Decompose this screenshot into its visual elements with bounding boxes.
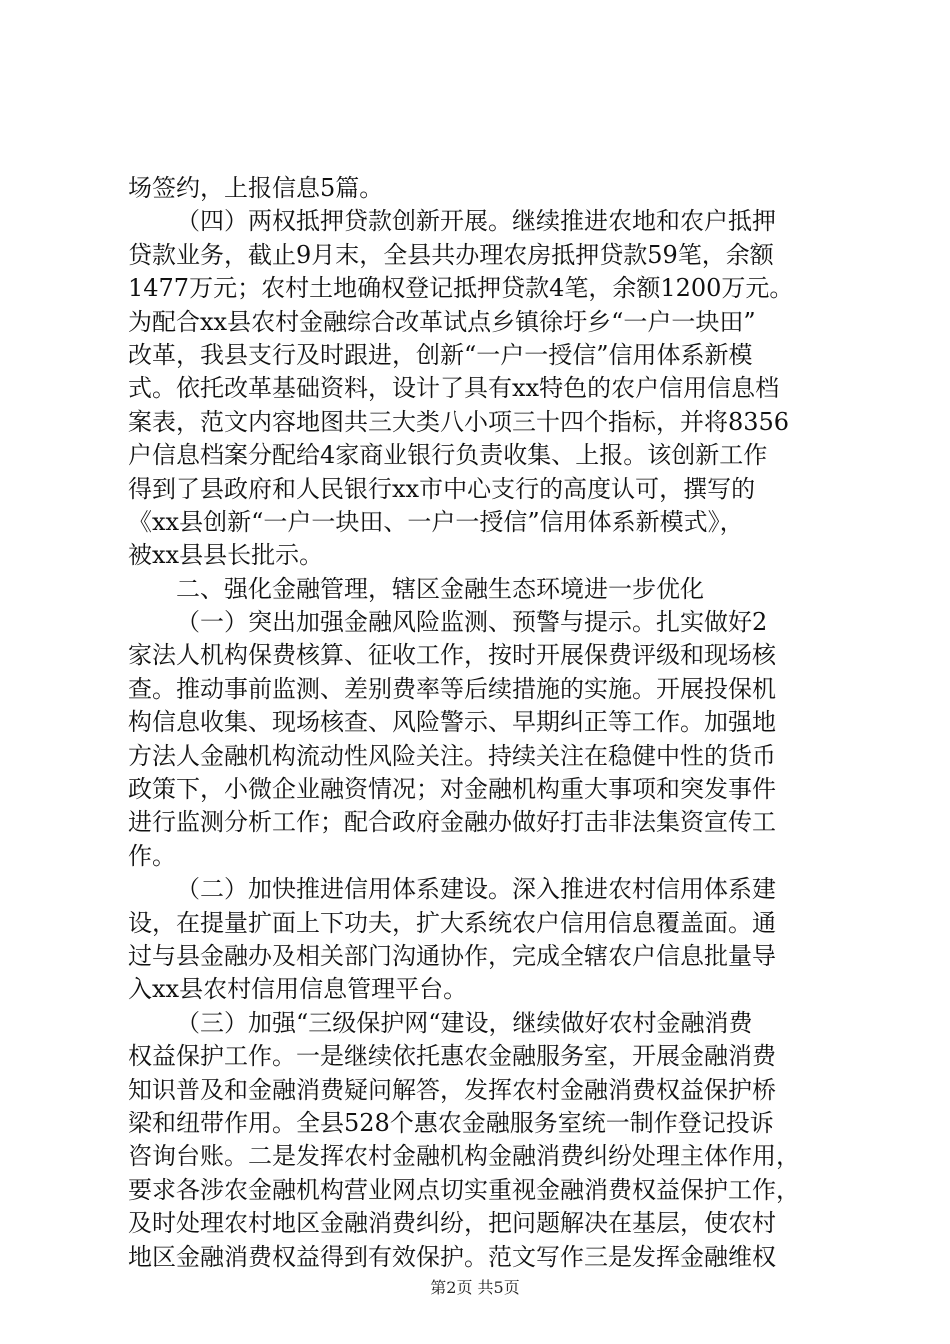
text-line: 为配合xx县农村金融综合改革试点乡镇徐圩乡“一户一块田”	[128, 307, 756, 336]
text-line: 政策下，小微企业融资情况；对金融机构重大事项和突发事件	[128, 775, 776, 804]
text-line: 咨询台账。二是发挥农村金融机构金融消费纠纷处理主体作用，	[128, 1142, 800, 1171]
text-line: （三）加强“三级保护网“建设，继续做好农村金融消费	[176, 1008, 753, 1037]
text-line: 设，在提量扩面上下功夫，扩大系统农户信用信息覆盖面。通	[128, 908, 776, 937]
text-line: 家法人机构保费核算、征收工作，按时开展保费评级和现场核	[128, 641, 776, 670]
text-line: 1477万元；农村土地确权登记抵押贷款4笔，余额1200万元。	[128, 274, 794, 303]
text-line: 式。依托改革基础资料，设计了具有xx特色的农户信用信息档	[128, 374, 780, 403]
text-line: （二）加快推进信用体系建设。深入推进农村信用体系建	[176, 875, 776, 904]
text-line: 及时处理农村地区金融消费纠纷，把问题解决在基层，使农村	[128, 1209, 776, 1238]
text-line: 进行监测分析工作；配合政府金融办做好打击非法集资宣传工	[128, 808, 776, 837]
text-line: 方法人金融机构流动性风险关注。持续关注在稳健中性的货币	[128, 741, 776, 770]
text-line: 权益保护工作。一是继续依托惠农金融服务室，开展金融消费	[128, 1042, 776, 1071]
text-line: 改革，我县支行及时跟进，创新“一户一授信”信用体系新模	[128, 340, 753, 369]
document-body	[128, 172, 828, 1274]
text-line: 得到了县政府和人民银行xx市中心支行的高度认可，撰写的	[128, 474, 756, 503]
text-line: 地区金融消费权益得到有效保护。范文写作三是发挥金融维权	[128, 1242, 776, 1271]
text-line: 《xx县创新“一户一块田、一户一授信”信用体系新模式》，	[128, 507, 744, 536]
text-line: 场签约，上报信息5篇。	[128, 174, 384, 202]
text-line: 户信息档案分配给4家商业银行负责收集、上报。该创新工作	[128, 441, 768, 470]
text-line: 过与县金融办及相关部门沟通协作，完成全辖农户信息批量导	[128, 941, 776, 970]
text-line: 案表，范文内容地图共三大类八小项三十四个指标，并将8356	[128, 407, 790, 436]
text-line: 被xx县县长批示。	[128, 541, 324, 570]
text-line: （一）突出加强金融风险监测、预警与提示。扎实做好2	[176, 608, 768, 637]
page-footer: 第2页 共5页	[430, 1278, 520, 1297]
text-line: 查。推动事前监测、差别费率等后续措施的实施。开展投保机	[128, 674, 776, 703]
text-line: 入xx县农村信用信息管理平台。	[128, 975, 468, 1004]
text-line: 贷款业务，截止9月末，全县共办理农房抵押贷款59笔，余额	[128, 240, 774, 269]
text-line: 梁和纽带作用。全县528个惠农金融服务室统一制作登记投诉	[128, 1108, 774, 1137]
text-line: 二、强化金融管理，辖区金融生态环境进一步优化	[176, 574, 704, 603]
text-line: 构信息收集、现场核查、风险警示、早期纠正等工作。加强地	[128, 708, 776, 737]
text-line: 知识普及和金融消费疑问解答，发挥农村金融消费权益保护桥	[128, 1075, 776, 1104]
text-line: 要求各涉农金融机构营业网点切实重视金融消费权益保护工作，	[128, 1175, 800, 1204]
text-line: （四）两权抵押贷款创新开展。继续推进农地和农户抵押	[176, 207, 776, 236]
text-line: 作。	[128, 841, 176, 870]
